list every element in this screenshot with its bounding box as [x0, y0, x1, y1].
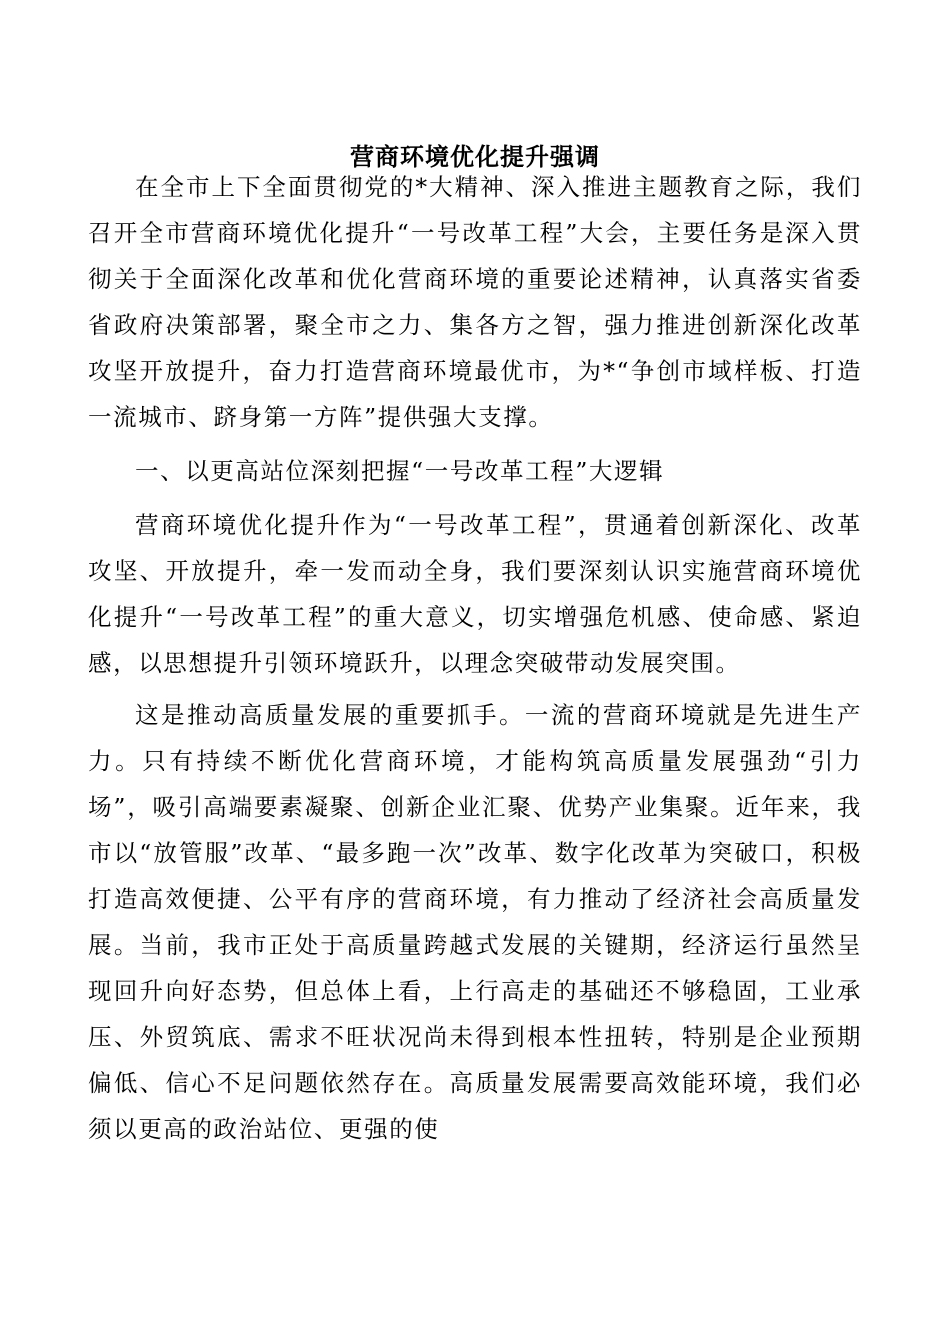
- paragraph-high-quality-development: 这是推动高质量发展的重要抓手。一流的营商环境就是先进生产力。只有持续不断优化营商环境，才能构筑高质量发展强劲“引力场”，吸引高端要素凝聚、创新企业汇聚、优势产业集聚。近年来，我市以“放管服”改革、“最多跑一次”改革、数字化改革为突破口，积极打造高效便捷、公平有序的营商环境，有力推动了经济社会高质量发展。当前，我市正处于高质量跨越式发展的关键期，经济运行虽然呈现回升向好态势，但总体上看，上行高走的基础还不够稳固，工业承压、外贸筑底、需求不旺状况尚未得到根本性扭转，特别是企业预期偏低、信心不足问题依然存在。高质量发展需要高效能环境，我们必须以更高的政治站位、更强的使: [88, 701, 862, 1143]
- document-title: 营商环境优化提升强调: [350, 142, 600, 171]
- paragraph-section-1-intro: 营商环境优化提升作为“一号改革工程”，贯通着创新深化、改革攻坚、开放提升，牵一发而动全身，我们要深刻认识实施营商环境优化提升“一号改革工程”的重大意义，切实增强危机感、使命感、紧迫感，以思想提升引领环境跃升，以理念突破带动发展突围。: [88, 511, 862, 677]
- paragraph-intro: 在全市上下全面贯彻党的*大精神、深入推进主题教育之际，我们召开全市营商环境优化提升“一号改革工程”大会，主要任务是深入贯彻关于全面深化改革和优化营商环境的重要论述精神，认真落实省委省政府决策部署，聚全市之力、集各方之智，强力推进创新深化改革攻坚开放提升，奋力打造营商环境最优市，为*“争创市域样板、打造一流城市、跻身第一方阵”提供强大支撑。: [88, 173, 862, 431]
- document-body: [88, 164, 862, 1152]
- section-heading-1: 一、以更高站位深刻把握“一号改革工程”大逻辑: [135, 457, 665, 485]
